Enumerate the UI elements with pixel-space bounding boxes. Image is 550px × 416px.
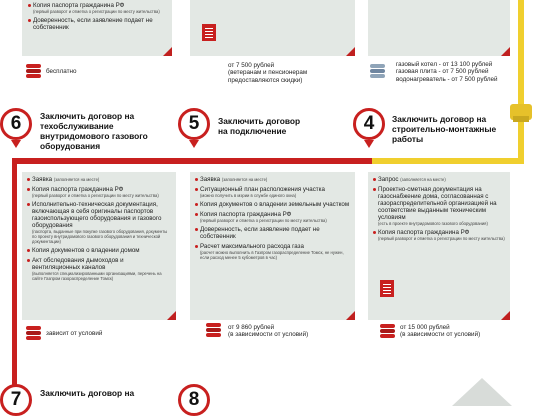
list-item: Копия документов о владении домом bbox=[27, 247, 171, 254]
panel-fold-icon bbox=[346, 311, 355, 320]
list-item: Исполнительно-техническая документация, включающая в себя оригиналы паспортов газоиспользующего оборудования и газового оборудования (паспорта, выданные при покупке газового оборудования, документы по проекту внутридомового газового оборудования и технической документации) bbox=[27, 201, 171, 244]
coins-icon bbox=[26, 64, 41, 78]
step-7-title: Заключить договор на bbox=[40, 388, 135, 398]
step-6-price: зависит от условий bbox=[46, 330, 103, 337]
list-item: Ситуационный план расположения участка (можно получить в мэрии в службе единого окна) bbox=[195, 186, 350, 198]
panel-fold-icon bbox=[167, 311, 176, 320]
coins-icon bbox=[26, 326, 41, 340]
list-item: Запрос (заполняется на месте) bbox=[373, 176, 505, 183]
document-icon bbox=[380, 280, 394, 297]
step-6-title: Заключить договор на техобслуживание внутридомового газового оборудования bbox=[40, 111, 148, 151]
list-item: Доверенность, если заявление подает не собственник bbox=[28, 17, 166, 31]
step-7-number: 7 bbox=[0, 384, 32, 416]
coins-icon bbox=[380, 324, 395, 338]
list-item: Копия документов о владении земельным участком bbox=[195, 201, 350, 208]
step-5-price: от 9 860 рублей (в зависимости от условий) bbox=[228, 324, 309, 339]
top-mid-price: от 7 500 рублей (ветеранам и пенсионерам предоставляются скидки) bbox=[228, 62, 308, 84]
step-6-panel bbox=[22, 172, 176, 320]
top-mid-panel bbox=[190, 0, 355, 56]
panel-fold-icon bbox=[346, 47, 355, 56]
list-item: Проектно-сметная документация на газоснабжение дома, согласованная с газораспределительной организацией на соответствие выданным техническим условиям (есть в проекте внутридомового газового оборудования) bbox=[373, 186, 505, 226]
coins-icon bbox=[370, 64, 385, 78]
top-right-prices: газовый котел - от 13 100 рублей газовая плита - от 7 500 рублей водонагреватель - от 7 500 рублей bbox=[396, 61, 498, 83]
step-pin-icon bbox=[11, 140, 21, 148]
step-6-number: 6 bbox=[0, 108, 32, 140]
panel-fold-icon bbox=[501, 311, 510, 320]
step-4-panel bbox=[368, 172, 510, 320]
step-pin-icon bbox=[364, 140, 374, 148]
coins-icon bbox=[206, 323, 221, 337]
list-item: Акт обследования дымоходов и вентиляционных каналов (выполняется специализированными организациями, перечень на сайте Газпром газораспределение Томск) bbox=[27, 257, 171, 281]
list-item: Заявка (заполняется на месте) bbox=[27, 176, 171, 183]
list-item: Копия паспорта гражданина РФ (первый разворот и отметка о регистрации по месту жительства) bbox=[195, 211, 350, 223]
step-5-number: 5 bbox=[178, 108, 210, 140]
step-5-title: Заключить договор на подключение bbox=[218, 116, 301, 136]
list-item: Копия паспорта гражданина РФ (первый разворот и отметка о регистрации по месту жительства) bbox=[28, 2, 166, 14]
step-8-number: 8 bbox=[178, 384, 210, 416]
step-4-price: от 15 000 рублей (в зависимости от условий) bbox=[400, 324, 481, 339]
list-item: Заявка (заполняется на месте) bbox=[195, 176, 350, 183]
house-roof-icon bbox=[452, 378, 512, 406]
list-item: Доверенность, если заявление подает не собственник bbox=[195, 226, 350, 240]
panel-fold-icon bbox=[163, 47, 172, 56]
gas-pipe-horizontal-yellow bbox=[372, 158, 524, 164]
list-item: Копия паспорта гражданина РФ (первый разворот и отметка о регистрации по месту жительства) bbox=[373, 229, 505, 241]
step-pin-icon bbox=[189, 140, 199, 148]
gas-pipe-vertical-left bbox=[12, 158, 17, 406]
list-item: Копия паспорта гражданина РФ (первый разворот и отметка о регистрации по месту жительства) bbox=[27, 186, 171, 198]
step-4-number: 4 bbox=[353, 108, 385, 140]
step-4-title: Заключить договор на строительно-монтажные работы bbox=[392, 114, 497, 144]
document-icon bbox=[202, 24, 216, 41]
top-left-price: бесплатно bbox=[46, 68, 77, 75]
list-item: Расчет максимального расхода газа (расчет можно выполнить в Газпром газораспределение Томск, не нужен, если расход менее 5 кубометров в час) bbox=[195, 243, 350, 260]
top-left-panel bbox=[22, 0, 172, 56]
top-right-panel bbox=[368, 0, 510, 56]
panel-fold-icon bbox=[501, 47, 510, 56]
step-5-panel bbox=[190, 172, 355, 320]
